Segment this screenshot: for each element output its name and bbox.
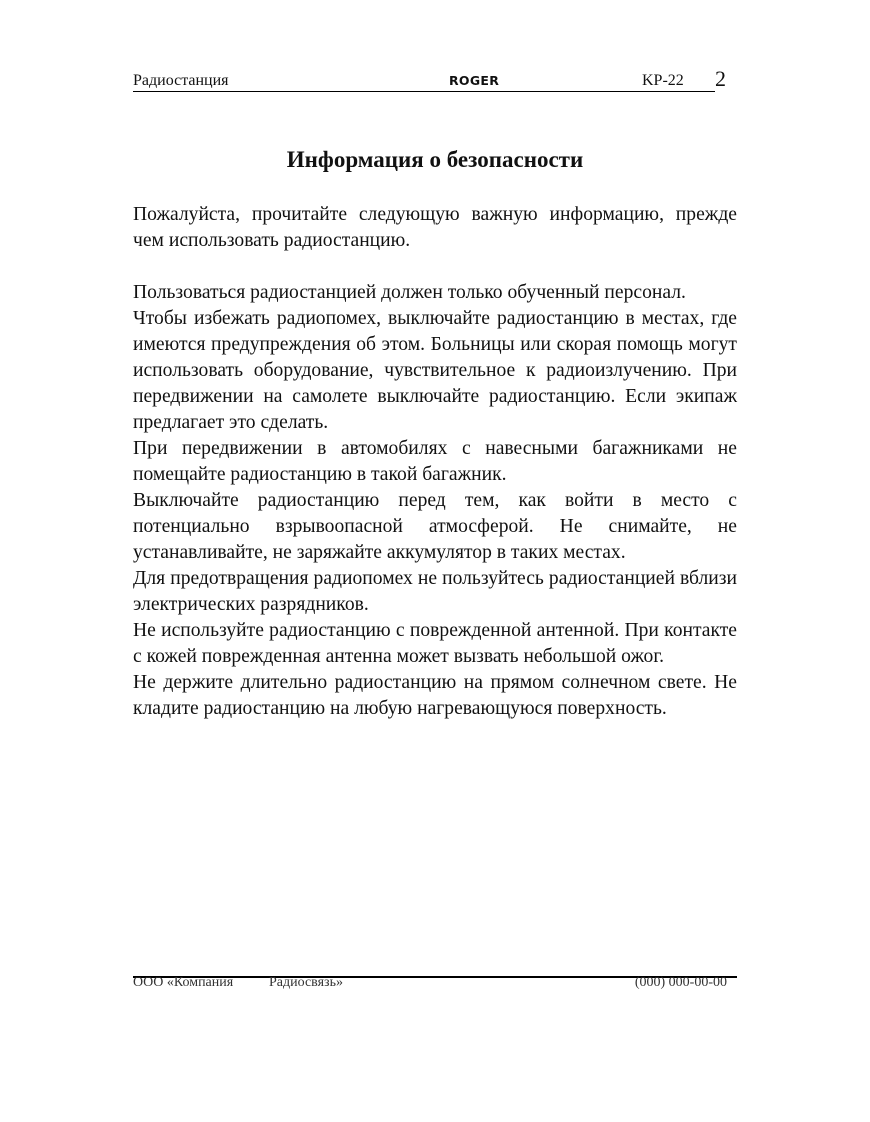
page-title: Информация о безопасности [286,147,584,172]
header-product-label: Радиостанция [133,72,229,89]
safety-text [133,202,737,722]
page-number: 2 [715,66,726,91]
header-brand-logo: ROGER [449,73,500,88]
paragraph: Чтобы избежать радиопомех, выключайте радиостанцию в местах, где имеются предупреждения об этом. Больницы или скорая помощь могут использовать оборудование, чувствительное к радиоизлучению. При передвижении на самолете выключайте радиостанцию. Если экипаж предлагает это сделать. [133,308,737,433]
header-rule [133,91,715,92]
page-footer-clipped [133,975,737,990]
header-model-number: KP-22 [642,72,684,89]
footer-company-name: Радиосвязь» [269,975,343,990]
paragraph: Не используйте радиостанцию с поврежденной антенной. При контакте с кожей поврежденная антенна может вызвать небольшой ожог. [133,620,737,667]
paragraph: Выключайте радиостанцию перед тем, как войти в место с потенциально взрывоопасной атмосферой. Не снимайте, не устанавливайте, не заряжайте аккумулятор в таких местах. [133,490,737,563]
paragraph: Для предотвращения радиопомех не пользуйтесь радиостанцией вблизи электрических разрядников. [133,568,737,615]
paragraph: При передвижении в автомобилях с навесными багажниками не помещайте радиостанцию в такой багажник. [133,438,737,485]
footer-phone: (000) 000-00-00 [634,975,727,990]
intro-paragraph: Пожалуйста, прочитайте следующую важную информацию, прежде чем использовать радиостанцию. [133,204,737,251]
page-header [133,66,726,92]
paragraph: Не держите длительно радиостанцию на прямом солнечном свете. Не кладите радиостанцию на любую нагревающуюся поверхность. [133,672,737,719]
paragraph: Пользоваться радиостанцией должен только обученный персонал. [133,282,686,303]
footer-company: ООО «Компания [133,975,234,990]
